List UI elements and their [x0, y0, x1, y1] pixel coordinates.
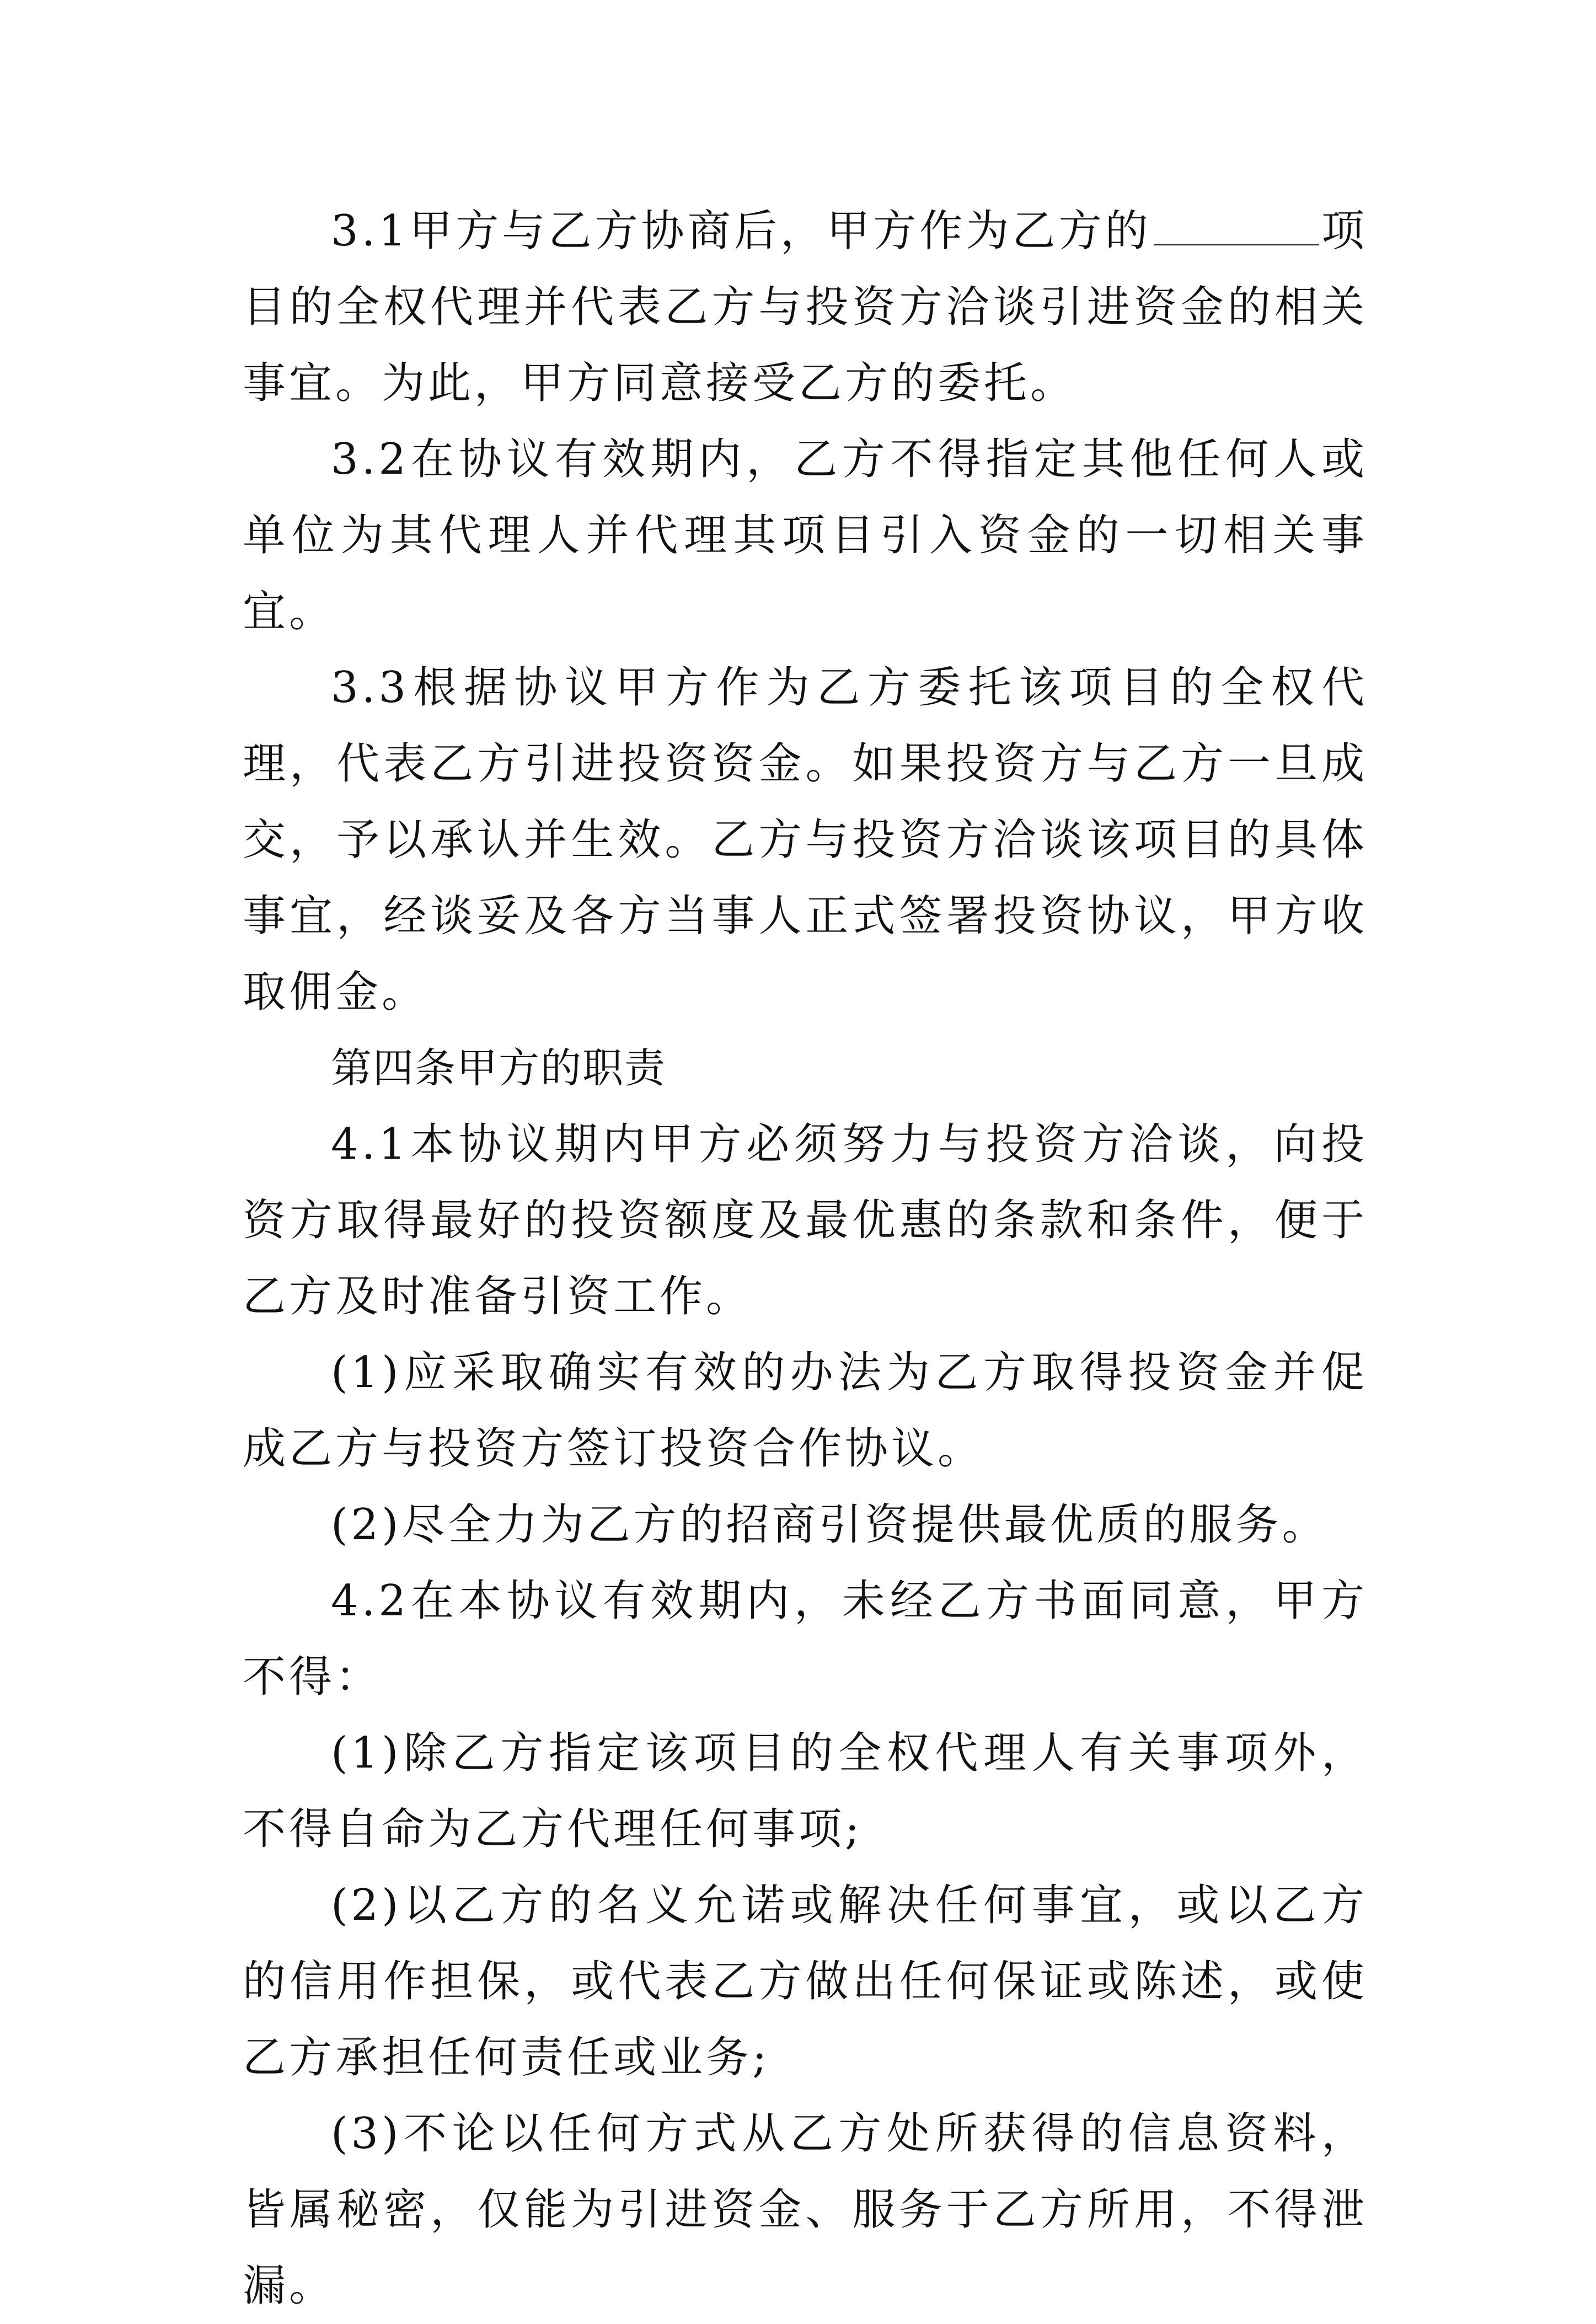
clause-3-1 [243, 193, 1368, 421]
document-body [243, 193, 1368, 2324]
clause-4-2: 4.2在本协议有效期内，未经乙方书面同意，甲方不得： [243, 1576, 1368, 1702]
article-4-heading: 第四条甲方的职责 [331, 1045, 666, 1092]
clause-4-1-item-2: (2)尽全力为乙方的招商引资提供最优质的服务。 [331, 1500, 1329, 1550]
clause-4-1-item-1: (1)应采取确实有效的办法为乙方取得投资金并促成乙方与投资方签订投资合作协议。 [243, 1348, 1368, 1474]
clause-3-1-text-after: 项目的全权代理并代表乙方与投资方洽谈引进资金的相关事宜。为此，甲方同意接受乙方的委托。 [243, 206, 1368, 408]
clause-3-3: 3.3根据协议甲方作为乙方委托该项目的全权代理，代表乙方引进投资资金。如果投资方与乙方一旦成交，予以承认并生效。乙方与投资方洽谈该项目的具体事宜，经谈妥及各方当事人正式签署投资协议，甲方收取佣金。 [243, 663, 1368, 1017]
clause-4-2-item-2: (2)以乙方的名义允诺或解决任何事宜，或以乙方的信用作担保，或代表乙方做出任何保证或陈述，或使乙方承担任何责任或业务; [243, 1881, 1368, 2082]
clause-3-2: 3.2在协议有效期内，乙方不得指定其他任何人或单位为其代理人并代理其项目引入资金的一切相关事宜。 [243, 435, 1368, 636]
clause-4-2-item-1: (1)除乙方指定该项目的全权代理人有关事项外，不得自命为乙方代理任何事项; [243, 1728, 1368, 1854]
clause-3-1-text-before: 3.1甲方与乙方协商后，甲方作为乙方的 [331, 206, 1152, 256]
clause-4-1: 4.1本协议期内甲方必须努力与投资方洽谈，向投资方取得最好的投资额度及最优惠的条款和条件，便于乙方及时准备引资工作。 [243, 1120, 1368, 1321]
project-name-blank [1154, 211, 1319, 245]
clause-4-2-item-3: (3)不论以任何方式从乙方处所获得的信息资料，皆属秘密，仅能为引进资金、服务于乙方所用，不得泄漏。 [243, 2109, 1368, 2311]
